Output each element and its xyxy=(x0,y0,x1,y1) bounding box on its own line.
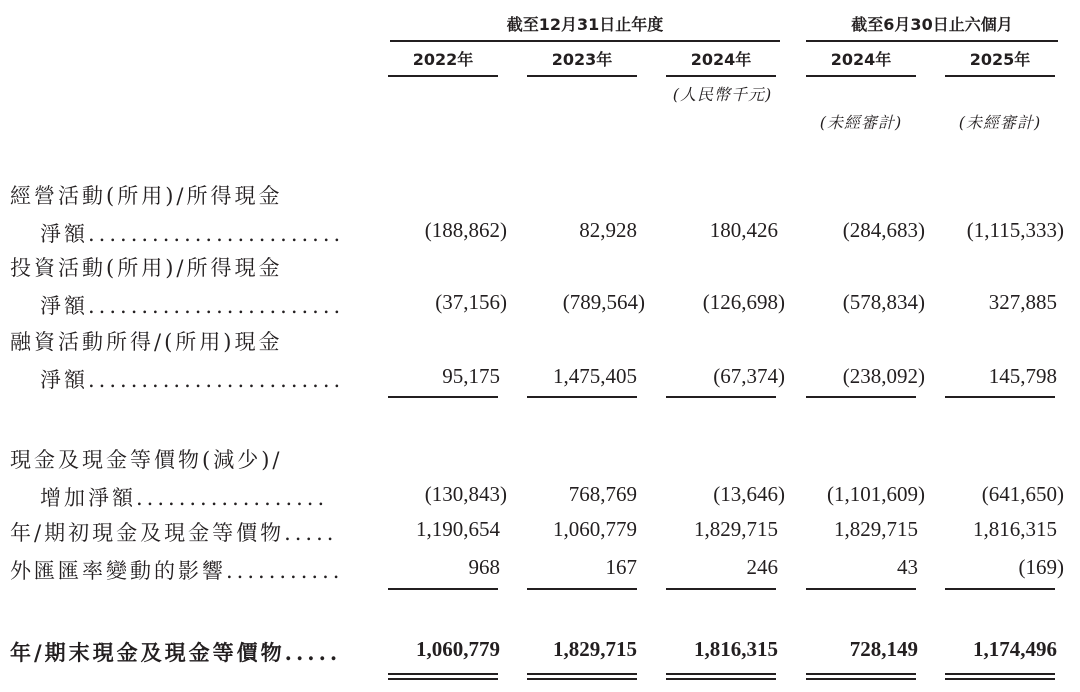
row-fx-effect-label xyxy=(10,555,343,585)
value-fx-2025h1: (169) xyxy=(1018,555,1064,579)
row-closing-balance-label xyxy=(10,637,341,667)
total-rule-2022 xyxy=(388,588,498,590)
value-closing-2022: 1,060,779 xyxy=(416,637,500,661)
value-financing-2024h1: (238,092) xyxy=(842,364,925,388)
value-operating-2024: 180,426 xyxy=(709,218,778,242)
value-opening-2023: 1,060,779 xyxy=(553,517,637,541)
header-year-rule-2022 xyxy=(388,75,498,77)
double-rule-2023 xyxy=(527,673,637,680)
value-financing-2022: 95,175 xyxy=(442,364,500,388)
double-rule-2024 xyxy=(666,673,776,680)
subtotal-rule-2022 xyxy=(388,396,498,398)
double-rule-2024h1 xyxy=(806,673,916,680)
unit-note: (人民幣千元) xyxy=(672,85,773,104)
value-financing-2025h1: 145,798 xyxy=(988,364,1057,388)
header-period-rule-2025 xyxy=(945,75,1055,77)
value-closing-2025h1: 1,174,496 xyxy=(973,637,1057,661)
header-period-2024: 2024年 xyxy=(830,50,892,69)
value-opening-2024h1: 1,829,715 xyxy=(834,517,918,541)
subtotal-rule-2025h1 xyxy=(945,396,1055,398)
value-fx-2024: 246 xyxy=(746,555,778,579)
row-investing-label: 投資活動(所用)/所得現金 xyxy=(10,256,283,280)
dot-leader: ........................ xyxy=(88,222,345,246)
row-net-change-label-cont xyxy=(10,482,328,512)
value-financing-2023: 1,475,405 xyxy=(553,364,637,388)
value-investing-2025h1: 327,885 xyxy=(988,290,1057,314)
total-rule-2024 xyxy=(666,588,776,590)
value-investing-2023: (789,564) xyxy=(562,290,645,314)
value-net-change-2022: (130,843) xyxy=(424,482,507,506)
value-net-change-2024h1: (1,101,609) xyxy=(827,482,925,506)
row-financing-label-tail: 淨額 xyxy=(40,368,88,392)
value-opening-2022: 1,190,654 xyxy=(416,517,500,541)
value-operating-2022: (188,862) xyxy=(424,218,507,242)
value-investing-2022: (37,156) xyxy=(435,290,507,314)
dot-leader: .................. xyxy=(136,486,329,510)
value-opening-2024: 1,829,715 xyxy=(694,517,778,541)
value-financing-2024: (67,374) xyxy=(713,364,785,388)
unaudited-note-2025: (未經審計) xyxy=(958,113,1042,132)
dot-leader: ........................ xyxy=(88,368,345,392)
value-investing-2024: (126,698) xyxy=(702,290,785,314)
row-operating-label-cont xyxy=(10,218,344,248)
value-closing-2024h1: 728,149 xyxy=(849,637,918,661)
value-net-change-2023: 768,769 xyxy=(568,482,637,506)
value-operating-2025h1: (1,115,333) xyxy=(966,218,1064,242)
row-financing-label-cont xyxy=(10,364,344,394)
header-year-2024: 2024年 xyxy=(690,50,752,69)
header-period-rule-2024 xyxy=(806,75,916,77)
header-group-a-rule xyxy=(390,40,780,42)
value-fx-2024h1: 43 xyxy=(897,555,918,579)
value-net-change-2025h1: (641,650) xyxy=(981,482,1064,506)
total-rule-2025h1 xyxy=(945,588,1055,590)
row-operating-label: 經營活動(所用)/所得現金 xyxy=(10,184,283,208)
total-rule-2024h1 xyxy=(806,588,916,590)
subtotal-rule-2024h1 xyxy=(806,396,916,398)
row-opening-balance-label xyxy=(10,517,337,547)
subtotal-rule-2023 xyxy=(527,396,637,398)
dot-leader: ..... xyxy=(284,521,338,545)
value-investing-2024h1: (578,834) xyxy=(842,290,925,314)
total-rule-2023 xyxy=(527,588,637,590)
value-opening-2025h1: 1,816,315 xyxy=(973,517,1057,541)
row-fx-effect-text: 外匯匯率變動的影響 xyxy=(10,559,226,583)
row-operating-label-tail: 淨額 xyxy=(40,222,88,246)
dot-leader: ..... xyxy=(284,640,342,665)
header-year-rule-2023 xyxy=(527,75,637,77)
value-closing-2024: 1,816,315 xyxy=(694,637,778,661)
row-net-change-label-tail: 增加淨額 xyxy=(40,486,136,510)
row-financing-label: 融資活動所得/(所用)現金 xyxy=(10,330,283,354)
value-closing-2023: 1,829,715 xyxy=(553,637,637,661)
subtotal-rule-2024 xyxy=(666,396,776,398)
header-group-year-ended: 截至12月31日止年度 xyxy=(506,15,664,34)
row-opening-balance-text: 年/期初現金及現金等價物 xyxy=(10,521,285,545)
row-closing-balance-text: 年/期末現金及現金等價物 xyxy=(10,640,285,665)
unaudited-note-2024: (未經審計) xyxy=(819,113,903,132)
header-year-2023: 2023年 xyxy=(551,50,613,69)
dot-leader: ........................ xyxy=(88,294,345,318)
double-rule-2025h1 xyxy=(945,673,1055,680)
row-investing-label-cont xyxy=(10,290,344,320)
header-group-b-rule xyxy=(806,40,1058,42)
header-year-rule-2024 xyxy=(666,75,776,77)
value-net-change-2024: (13,646) xyxy=(713,482,785,506)
value-operating-2023: 82,928 xyxy=(579,218,637,242)
header-period-2025: 2025年 xyxy=(969,50,1031,69)
row-investing-label-tail: 淨額 xyxy=(40,294,88,318)
value-fx-2023: 167 xyxy=(605,555,637,579)
value-operating-2024h1: (284,683) xyxy=(842,218,925,242)
dot-leader: ........... xyxy=(226,559,344,583)
value-fx-2022: 968 xyxy=(468,555,500,579)
header-year-2022: 2022年 xyxy=(412,50,474,69)
header-group-six-months: 截至6月30日止六個月 xyxy=(851,15,1013,34)
row-net-change-label: 現金及現金等價物(減少)/ xyxy=(10,448,283,472)
double-rule-2022 xyxy=(388,673,498,680)
